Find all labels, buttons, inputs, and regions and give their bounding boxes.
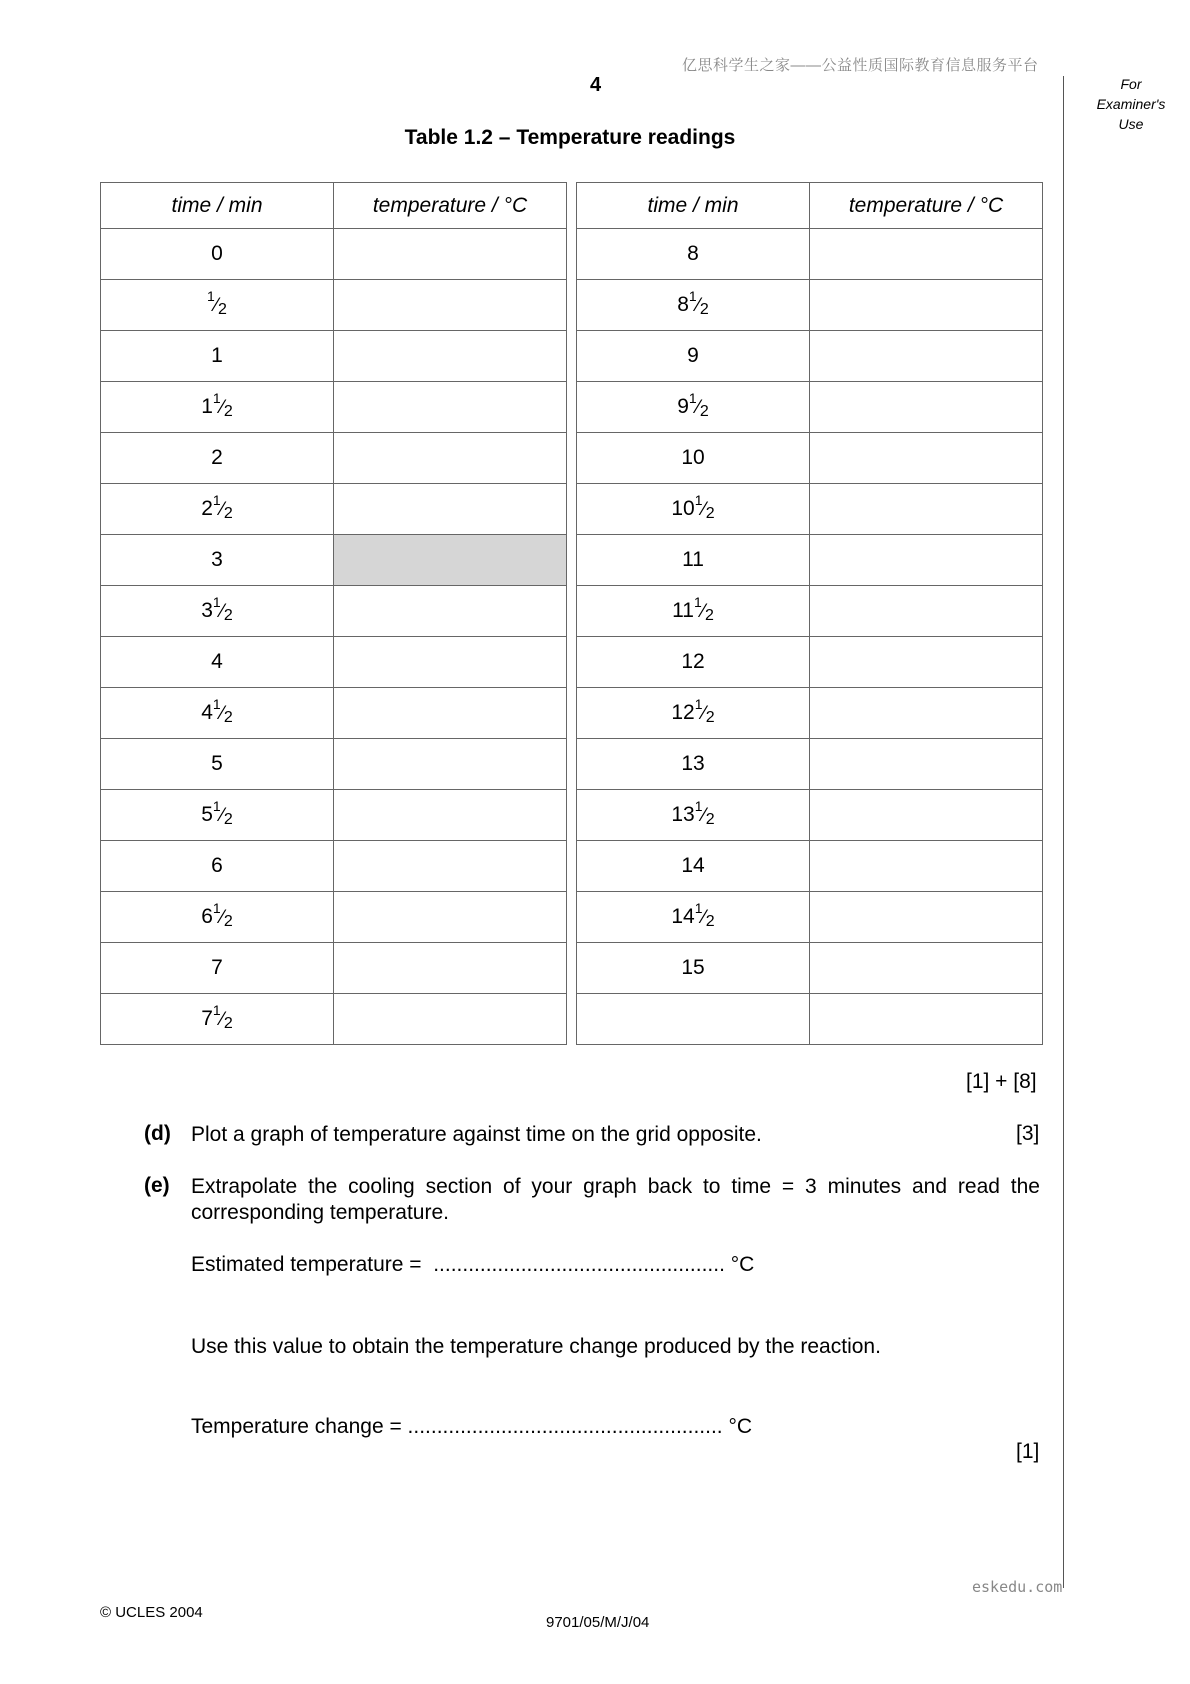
fraction-numerator: 1 <box>694 696 703 712</box>
fraction-denominator: 2 <box>223 709 233 726</box>
footer-paper-code: 9701/05/M/J/04 <box>546 1614 650 1631</box>
table-row <box>577 280 1043 331</box>
time-whole: 9 <box>687 344 699 367</box>
table-row <box>101 688 567 739</box>
fraction-slash: ⁄ <box>220 499 224 520</box>
fraction-denominator: 2 <box>699 403 709 420</box>
table-row <box>101 739 567 790</box>
examiner-use-line-2: Examiner's <box>1096 96 1166 112</box>
fraction-slash: ⁄ <box>220 1009 224 1030</box>
half-fraction <box>212 594 233 624</box>
time-cell <box>101 229 334 280</box>
time-cell <box>101 586 334 637</box>
fraction-denominator: 2 <box>223 607 233 624</box>
time-cell <box>101 484 334 535</box>
time-whole: 6 <box>211 854 223 877</box>
temperature-cell[interactable] <box>810 688 1043 739</box>
fraction-slash: ⁄ <box>702 703 706 724</box>
table-row <box>101 382 567 433</box>
time-cell <box>577 535 810 586</box>
time-whole: 2 <box>201 497 213 520</box>
time-whole: 11 <box>682 548 704 571</box>
half-fraction <box>694 492 715 522</box>
column-header-time: time / min <box>577 183 810 229</box>
fraction-denominator: 2 <box>705 811 715 828</box>
half-fraction <box>207 288 227 318</box>
time-cell <box>577 382 810 433</box>
temperature-cell[interactable] <box>810 790 1043 841</box>
fraction-denominator: 2 <box>705 913 715 930</box>
temperature-cell[interactable] <box>810 943 1043 994</box>
table-row <box>577 535 1043 586</box>
temperature-cell[interactable] <box>334 382 567 433</box>
time-cell <box>101 943 334 994</box>
table-row <box>101 535 567 586</box>
table-row <box>101 484 567 535</box>
time-cell <box>577 331 810 382</box>
fraction-numerator: 1 <box>212 492 221 508</box>
temperature-cell[interactable] <box>810 841 1043 892</box>
fraction-numerator: 1 <box>212 594 221 610</box>
time-cell <box>101 433 334 484</box>
time-whole: 1 <box>211 344 223 367</box>
fraction-numerator: 1 <box>212 390 221 406</box>
fraction-slash: ⁄ <box>702 499 706 520</box>
table-row <box>101 331 567 382</box>
table-row <box>577 433 1043 484</box>
time-whole: 4 <box>211 650 223 673</box>
time-whole: 10 <box>671 497 695 520</box>
fraction-numerator: 1 <box>212 1002 221 1018</box>
fraction-numerator: 1 <box>694 900 703 916</box>
temperature-cell[interactable] <box>334 229 567 280</box>
column-header-temperature: temperature / °C <box>810 183 1043 229</box>
time-cell <box>577 484 810 535</box>
fraction-slash: ⁄ <box>702 907 706 928</box>
table-row <box>577 382 1043 433</box>
fraction-numerator: 1 <box>694 798 703 814</box>
question-e-text-line-2: corresponding temperature. <box>191 1201 449 1224</box>
use-value-instruction: Use this value to obtain the temperature change produced by the reaction. <box>191 1335 881 1358</box>
time-cell <box>577 280 810 331</box>
fraction-denominator: 2 <box>218 301 227 318</box>
time-cell <box>577 229 810 280</box>
table-row <box>577 637 1043 688</box>
fraction-numerator: 1 <box>688 390 697 406</box>
fraction-numerator: 1 <box>688 288 697 304</box>
fraction-denominator: 2 <box>705 505 715 522</box>
fraction-numerator: 1 <box>694 492 703 508</box>
table-row <box>577 739 1043 790</box>
fraction-denominator: 2 <box>223 811 233 828</box>
half-fraction <box>694 696 715 726</box>
fraction-numerator: 1 <box>207 288 215 304</box>
time-whole: 13 <box>681 752 705 775</box>
table-row <box>101 841 567 892</box>
time-whole: 4 <box>201 701 213 724</box>
time-cell <box>577 994 810 1045</box>
time-cell <box>101 841 334 892</box>
table-row <box>101 637 567 688</box>
temperature-cell[interactable] <box>334 331 567 382</box>
time-cell <box>577 688 810 739</box>
half-fraction <box>688 288 709 318</box>
half-fraction <box>694 900 715 930</box>
temperature-cell[interactable] <box>810 331 1043 382</box>
table-row <box>101 280 567 331</box>
table-row <box>101 586 567 637</box>
temperature-cell[interactable] <box>334 994 567 1045</box>
time-whole: 3 <box>211 548 223 571</box>
time-cell <box>577 943 810 994</box>
table-row <box>577 994 1043 1045</box>
time-whole: 12 <box>671 701 695 724</box>
column-header-temperature: temperature / °C <box>334 183 567 229</box>
fraction-denominator: 2 <box>223 913 233 930</box>
table-title: Table 1.2 – Temperature readings <box>404 126 736 149</box>
examiner-use-line-1: For <box>1120 76 1142 92</box>
examiner-use-line-3: Use <box>1118 116 1144 132</box>
time-whole: 11 <box>672 599 694 622</box>
fraction-denominator: 2 <box>705 709 715 726</box>
question-d-label: (d) <box>144 1122 171 1145</box>
fraction-slash: ⁄ <box>696 397 700 418</box>
fraction-numerator: 1 <box>693 594 702 610</box>
temperature-cell[interactable] <box>810 484 1043 535</box>
table-row <box>577 688 1043 739</box>
examiner-margin-rule <box>1063 76 1064 1588</box>
table-row <box>101 892 567 943</box>
fraction-numerator: 1 <box>212 696 221 712</box>
fraction-denominator: 2 <box>223 505 233 522</box>
time-whole: 8 <box>677 293 689 316</box>
temperature-cell[interactable] <box>334 433 567 484</box>
table-row <box>101 433 567 484</box>
fraction-denominator: 2 <box>704 607 714 624</box>
time-whole: 13 <box>671 803 695 826</box>
temperature-cell[interactable] <box>334 484 567 535</box>
temperature-cell[interactable] <box>334 892 567 943</box>
column-header-time: time / min <box>101 183 334 229</box>
table-row <box>577 892 1043 943</box>
time-cell <box>101 688 334 739</box>
fraction-slash: ⁄ <box>701 601 705 622</box>
time-whole: 15 <box>681 956 705 979</box>
question-d-marks: [3] <box>1016 1122 1040 1145</box>
time-whole: 6 <box>201 905 213 928</box>
table-row <box>577 331 1043 382</box>
time-cell <box>101 331 334 382</box>
time-cell <box>101 535 334 586</box>
table-row <box>577 586 1043 637</box>
fraction-slash: ⁄ <box>214 295 219 316</box>
half-fraction <box>212 798 233 828</box>
table-row <box>101 943 567 994</box>
temperature-cell[interactable] <box>810 637 1043 688</box>
time-cell <box>577 586 810 637</box>
temperature-cell[interactable] <box>334 841 567 892</box>
table-row <box>101 790 567 841</box>
examiner-use-label <box>1088 74 1174 134</box>
footer-site-watermark: eskedu.com <box>972 1578 1063 1596</box>
time-cell <box>101 994 334 1045</box>
table-row <box>577 484 1043 535</box>
table-row <box>577 790 1043 841</box>
time-whole: 9 <box>677 395 689 418</box>
half-fraction <box>212 1002 233 1032</box>
temperature-cell[interactable] <box>334 688 567 739</box>
time-cell <box>101 382 334 433</box>
temperature-cell[interactable] <box>334 790 567 841</box>
time-whole: 12 <box>681 650 705 673</box>
time-cell <box>577 790 810 841</box>
table-marks: [1] + [8] <box>966 1070 1037 1093</box>
fraction-slash: ⁄ <box>702 805 706 826</box>
question-e-label: (e) <box>144 1174 170 1197</box>
time-cell <box>577 739 810 790</box>
time-whole: 14 <box>681 854 705 877</box>
temperature-cell[interactable] <box>810 382 1043 433</box>
half-fraction <box>212 900 233 930</box>
footer-copyright: © UCLES 2004 <box>100 1604 203 1621</box>
time-cell <box>101 280 334 331</box>
time-whole: 2 <box>211 446 223 469</box>
half-fraction <box>212 492 233 522</box>
temperature-cell[interactable] <box>810 535 1043 586</box>
temperature-cell[interactable] <box>810 892 1043 943</box>
time-cell <box>577 841 810 892</box>
estimated-temperature-line: Estimated temperature = .................................................. °C <box>191 1253 755 1276</box>
temperature-cell[interactable] <box>810 229 1043 280</box>
time-whole: 10 <box>681 446 705 469</box>
time-cell <box>101 892 334 943</box>
time-whole: 8 <box>687 242 699 265</box>
temperature-cell[interactable] <box>810 280 1043 331</box>
time-whole: 5 <box>211 752 223 775</box>
temperature-cell[interactable] <box>334 943 567 994</box>
readings-table-left <box>100 182 567 1045</box>
table-row <box>101 229 567 280</box>
time-cell <box>101 739 334 790</box>
time-cell <box>577 637 810 688</box>
fraction-slash: ⁄ <box>220 907 224 928</box>
time-cell <box>101 790 334 841</box>
half-fraction <box>694 798 715 828</box>
fraction-slash: ⁄ <box>220 805 224 826</box>
table-row <box>577 841 1043 892</box>
fraction-denominator: 2 <box>699 301 709 318</box>
fraction-slash: ⁄ <box>220 397 224 418</box>
time-cell <box>577 892 810 943</box>
temperature-cell[interactable] <box>810 739 1043 790</box>
fraction-slash: ⁄ <box>220 703 224 724</box>
half-fraction <box>693 594 714 624</box>
temperature-cell-shaded <box>334 535 567 586</box>
table-row <box>577 943 1043 994</box>
time-whole: 14 <box>671 905 695 928</box>
fraction-denominator: 2 <box>223 403 233 420</box>
time-whole: 7 <box>201 1007 213 1030</box>
half-fraction <box>688 390 709 420</box>
time-cell <box>101 637 334 688</box>
temperature-cell[interactable] <box>334 280 567 331</box>
time-whole: 1 <box>201 395 213 418</box>
question-e-marks: [1] <box>1016 1440 1040 1463</box>
time-whole: 3 <box>201 599 213 622</box>
table-row <box>101 994 567 1045</box>
fraction-numerator: 1 <box>212 798 221 814</box>
time-whole: 0 <box>211 242 223 265</box>
fraction-numerator: 1 <box>212 900 221 916</box>
time-whole: 7 <box>211 956 223 979</box>
fraction-slash: ⁄ <box>696 295 700 316</box>
temperature-cell[interactable] <box>810 586 1043 637</box>
temperature-cell[interactable] <box>810 994 1043 1045</box>
time-cell <box>577 433 810 484</box>
half-fraction <box>212 696 233 726</box>
time-whole: 5 <box>201 803 213 826</box>
page-number: 4 <box>590 74 602 96</box>
temperature-cell[interactable] <box>334 586 567 637</box>
temperature-cell[interactable] <box>334 739 567 790</box>
question-e-text-line-1: Extrapolate the cooling section of your graph back to time = 3 minutes and read the <box>191 1175 1040 1198</box>
temperature-cell[interactable] <box>810 433 1043 484</box>
fraction-denominator: 2 <box>223 1015 233 1032</box>
readings-table-right <box>576 182 1043 1045</box>
fraction-slash: ⁄ <box>220 601 224 622</box>
question-d-text: Plot a graph of temperature against time on the grid opposite. <box>191 1123 762 1146</box>
temperature-cell[interactable] <box>334 637 567 688</box>
temperature-change-line: Temperature change = ...................................................... °C <box>191 1415 753 1438</box>
table-row <box>577 229 1043 280</box>
header-watermark: 亿思科学生之家——公益性质国际教育信息服务平台 <box>682 57 1039 74</box>
half-fraction <box>212 390 233 420</box>
